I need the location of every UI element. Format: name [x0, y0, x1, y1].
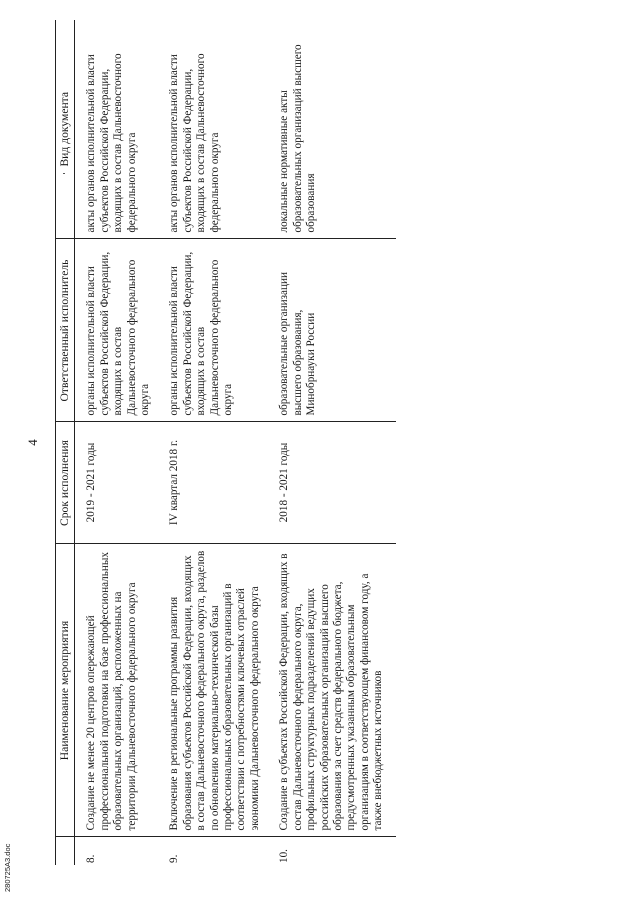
row-number: 10.	[278, 849, 291, 863]
row-responsible: органы исполнительной власти субъектов Российской Федерации, входящих в состав Дальневосточного федерального округа	[158, 239, 268, 422]
row-number: 9.	[168, 854, 181, 863]
row-term: 2018 - 2021 годы	[268, 422, 395, 544]
row-document: локальные нормативные акты образовательных организаций высшего образования	[268, 20, 395, 239]
row-name: Включение в региональные программы развития образования субъектов Российской Федерации, входящих в состав Дальневосточного федерального округа, разделов по обновлению материально-технической базы профессиональных образовательных организаций в соответствии с потребностями ключевых отраслей экономики Дальневосточного федерального округа	[158, 544, 268, 837]
rotated-page-content	[25, 20, 435, 865]
row-responsible: органы исполнительной власти субъектов Российской Федерации, входящих в состав Дальневосточного федерального округа	[75, 239, 159, 422]
row-term: 2019 - 2021 годы	[75, 422, 159, 544]
row-term: IV квартал 2018 г.	[158, 422, 268, 544]
header-number	[56, 837, 75, 865]
header-name: Наименование мероприятия	[56, 544, 75, 837]
row-document: акты органов исполнительной власти субъектов Российской Федерации, входящих в состав Дальневосточного федерального округа	[158, 20, 268, 239]
header-responsible: Ответственный исполнитель	[56, 239, 75, 422]
header-term: Срок исполнения	[56, 422, 75, 544]
table-header	[56, 20, 75, 865]
page-number: 4	[25, 439, 40, 446]
file-code: 280725А3.doc	[3, 843, 12, 892]
row-name: Создание не менее 20 центров опережающей профессиональной подготовки на базе профессиональных образовательных организаций, расположенных на территории Дальневосточного федерального округа	[75, 544, 159, 837]
header-document: Вид документа	[56, 20, 75, 239]
row-responsible: образовательные организации высшего образования, Минобрнауки России	[268, 239, 395, 422]
row-document: акты органов исполнительной власти субъектов Российской Федерации, входящих в состав Дальневосточного федерального округа	[75, 20, 159, 239]
row-name: Создание в субъектах Российской Федерации, входящих в состав Дальневосточного федерального округа, профильных структурных подразделений ведущих российских образовательных организаций высшего образования за счет средств федерального бюджета, предусмотренных указанным образовательным организациям в соответствующем финансовом году, а также внебюджетных источников	[268, 544, 395, 837]
table-row	[158, 20, 268, 865]
table-row	[75, 20, 159, 865]
measures-table	[55, 20, 396, 865]
table-row	[268, 20, 395, 865]
row-number: 8.	[85, 854, 98, 863]
